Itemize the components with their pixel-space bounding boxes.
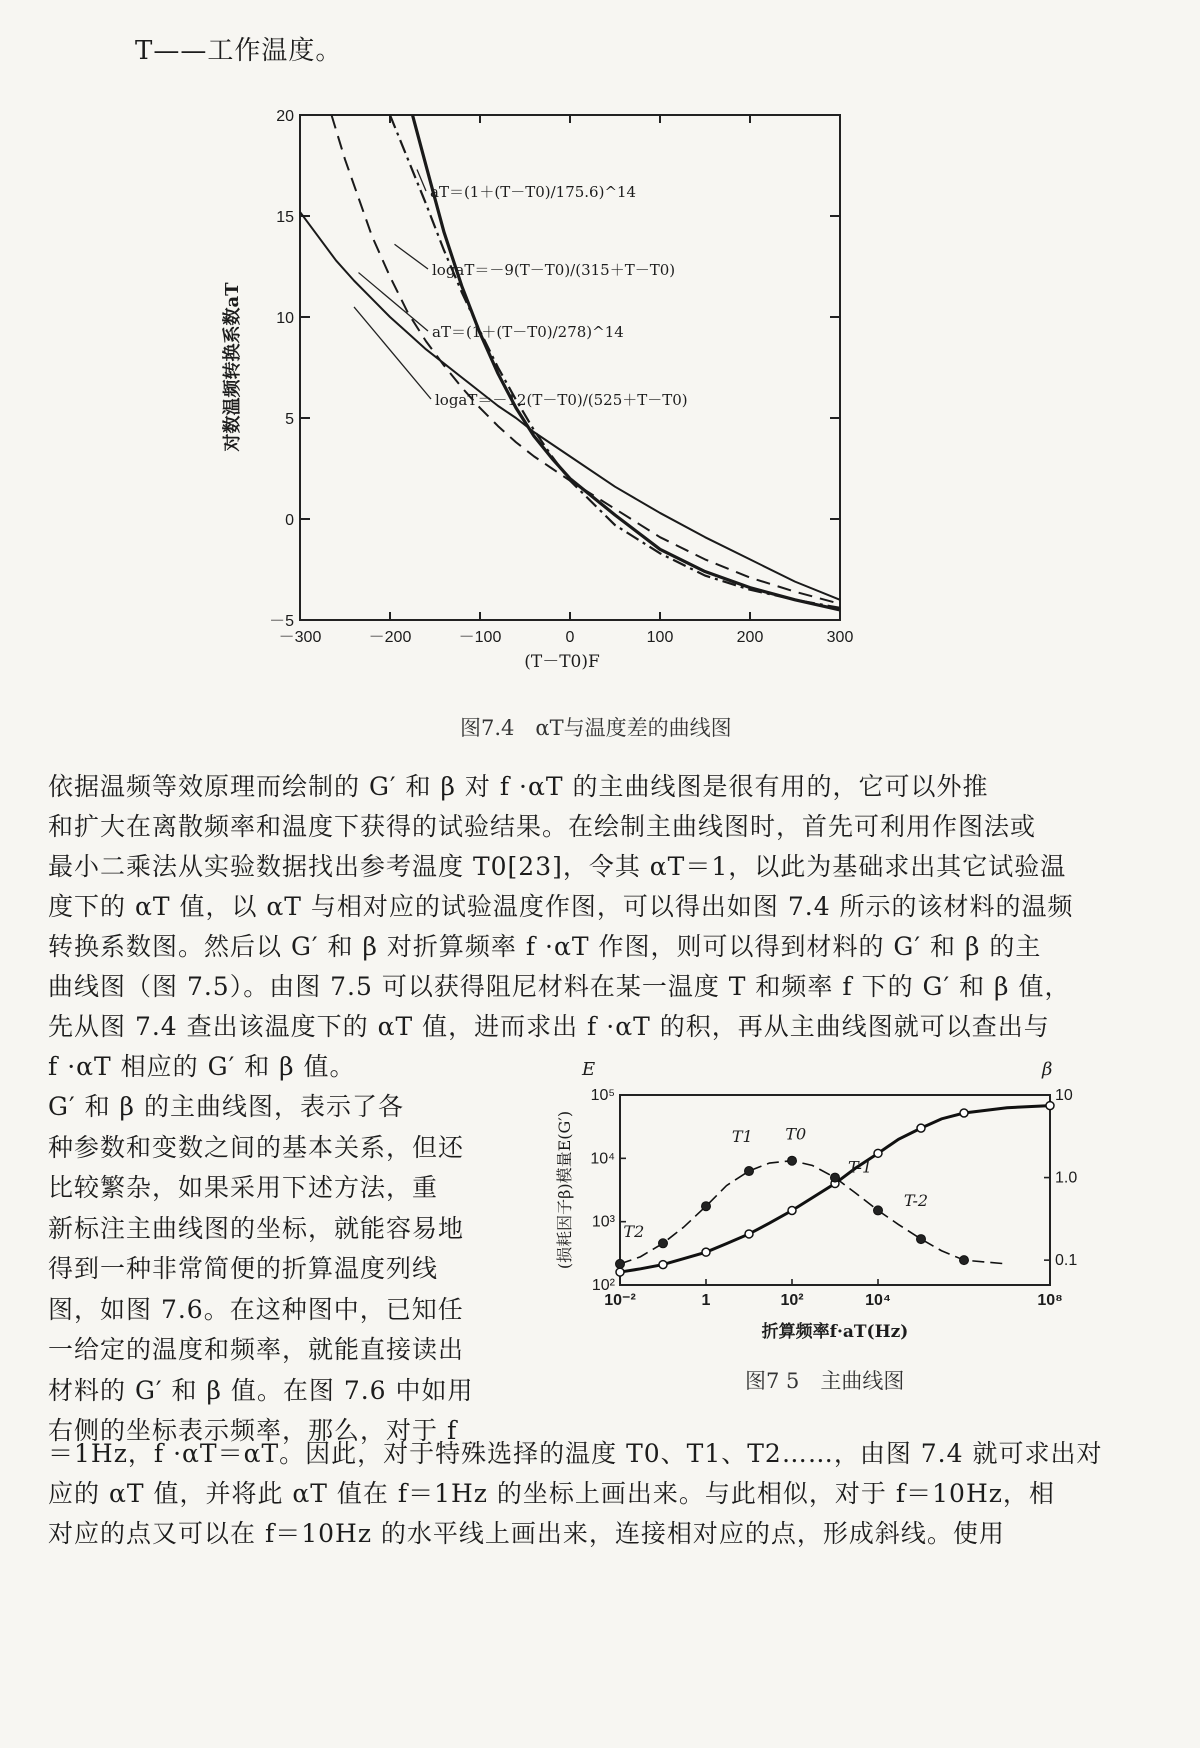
point-label: T-2 xyxy=(903,1191,929,1211)
x-tick-label: 200 xyxy=(736,629,764,646)
data-point-E xyxy=(659,1261,667,1269)
data-point-E xyxy=(917,1124,925,1132)
text-line: 先从图 7.4 查出该温度下的 αT 值，进而求出 f ·αT 的积，再从主曲线图就可以查出与 xyxy=(48,1012,1050,1041)
y2-tick-label: 10 xyxy=(1055,1087,1073,1104)
data-point-E xyxy=(1046,1102,1054,1110)
text-line: 度下的 αT 值，以 αT 与相对应的试验温度作图，可以得出如图 7.4 所示的该材料的温频 xyxy=(48,892,1074,921)
point-label: T2 xyxy=(623,1222,645,1242)
text-line: 右侧的坐标表示频率，那么，对于 f xyxy=(48,1416,458,1445)
y-axis-label: 对数温频转换系数aT xyxy=(222,282,243,452)
y-tick-label: 10³ xyxy=(591,1213,615,1231)
text-line: 一给定的温度和频率，就能直接读出 xyxy=(48,1335,465,1364)
figure-7-4-caption: 图7.4 αT与温度差的曲线图 xyxy=(460,716,732,740)
y-tick-label: 0 xyxy=(285,512,294,529)
text-line: 新标注主曲线图的坐标，就能容易地 xyxy=(48,1213,465,1243)
x-tick-label: 10⁴ xyxy=(865,1292,891,1309)
point-label: T-1 xyxy=(847,1157,873,1177)
text-line: f ·αT 相应的 G′ 和 β 值。 xyxy=(48,1052,356,1081)
text-line: 应的 αT 值，并将此 αT 值在 f＝1Hz 的坐标上画出来。与此相似，对于 f＝10Hz，相 xyxy=(48,1479,1055,1508)
formula-annotation: logaT＝－9(T－T0)/(315＋T－T0) xyxy=(432,261,676,279)
x-tick-label: 1 xyxy=(701,1292,711,1309)
left-axis-top-label: E xyxy=(582,1059,596,1080)
y-tick-label: 10⁴ xyxy=(590,1150,615,1168)
text-line: 图，如图 7.6。在这种图中，已知任 xyxy=(48,1294,464,1324)
x-tick-label: －300 xyxy=(278,629,322,646)
text-line: 比较繁杂，如果采用下述方法，重 xyxy=(48,1173,439,1202)
y-axis-label: (损耗因子β)模量E(G′) xyxy=(555,1110,574,1270)
data-point-E xyxy=(702,1248,710,1256)
text-line: 和扩大在离散频率和温度下获得的试验结果。在绘制主曲线图时，首先可利用作图法或 xyxy=(48,812,1037,841)
figure-7-4-chart xyxy=(210,105,910,695)
x-tick-label: 10⁸ xyxy=(1037,1292,1063,1309)
figure-7-5-caption: 图7 5 主曲线图 xyxy=(745,1369,905,1393)
y2-tick-label: 0.1 xyxy=(1055,1252,1078,1270)
y-tick-label: 10⁵ xyxy=(590,1087,615,1104)
text-line: ＝1Hz，f ·αT＝αT。因此，对于特殊选择的温度 T0、T1、T2……，由图 7.4 就可求出对 xyxy=(48,1439,1103,1468)
text-line: 种参数和变数之间的基本关系，但还 xyxy=(48,1132,465,1162)
y-tick-label: 10 xyxy=(276,310,294,327)
top-text-line: T——工作温度。 xyxy=(135,36,343,66)
x-tick-label: 300 xyxy=(826,629,854,646)
data-point-beta xyxy=(874,1206,883,1215)
x-tick-label: 0 xyxy=(565,629,575,646)
data-point-beta xyxy=(831,1173,840,1182)
data-point-beta xyxy=(917,1235,926,1244)
figure-7-5-chart xyxy=(550,1055,1170,1415)
formula-annotation: aT＝(1＋(T－T0)/278)^14 xyxy=(432,323,624,341)
text-line: 曲线图（图 7.5）。由图 7.5 可以获得阻尼材料在某一温度 T 和频率 f 下的 G′ 和 β 值， xyxy=(48,972,1071,1001)
y-tick-label: 15 xyxy=(276,209,294,226)
point-label: T1 xyxy=(731,1126,753,1146)
formula-annotation: aT＝(1＋(T－T0)/175.6)^14 xyxy=(430,183,637,201)
x-tick-label: 100 xyxy=(646,629,674,646)
data-point-E xyxy=(874,1149,882,1157)
x-axis-label: (T－T0)F xyxy=(524,652,600,672)
series-line-E xyxy=(620,1106,1050,1272)
data-point-beta xyxy=(788,1156,797,1165)
point-label: T0 xyxy=(785,1124,807,1144)
x-tick-label: 10⁻² xyxy=(604,1292,636,1309)
text-line: 依据温频等效原理而绘制的 G′ 和 β 对 f ·αT 的主曲线图是很有用的，它可以外推 xyxy=(48,772,989,801)
text-line: 对应的点又可以在 f＝10Hz 的水平线上画出来，连接相对应的点，形成斜线。使用 xyxy=(48,1519,1005,1548)
x-tick-label: －100 xyxy=(458,629,502,646)
y-tick-label: －5 xyxy=(269,613,294,630)
data-point-E xyxy=(960,1109,968,1117)
series-line-beta xyxy=(620,1161,1007,1264)
data-point-beta xyxy=(616,1259,625,1268)
data-point-beta xyxy=(659,1239,668,1248)
x-axis-label: 折算频率f·aT(Hz) xyxy=(761,1322,909,1342)
annotation-leader xyxy=(417,170,426,191)
y-tick-label: 10² xyxy=(591,1277,615,1294)
annotation-leader xyxy=(395,244,429,269)
y2-tick-label: 1.0 xyxy=(1055,1169,1078,1187)
data-point-beta xyxy=(745,1167,754,1176)
data-point-beta xyxy=(702,1202,711,1211)
data-point-E xyxy=(788,1207,796,1215)
formula-annotation: logaT＝－12(T－T0)/(525＋T－T0) xyxy=(435,391,688,409)
data-point-E xyxy=(745,1230,753,1238)
text-line: 得到一种非常简便的折算温度列线 xyxy=(48,1254,439,1283)
data-point-beta xyxy=(960,1256,969,1265)
y-tick-label: 5 xyxy=(285,411,294,428)
text-line: 转换系数图。然后以 G′ 和 β 对折算频率 f ·αT 作图，则可以得到材料的 G′ 和 β 的主 xyxy=(48,932,1042,961)
x-tick-label: －200 xyxy=(368,629,412,646)
right-axis-top-label: β xyxy=(1042,1059,1053,1080)
plot-frame xyxy=(620,1095,1050,1285)
annotation-leader xyxy=(354,307,431,399)
text-line: G′ 和 β 的主曲线图，表示了各 xyxy=(48,1092,404,1121)
text-line: 最小二乘法从实验数据找出参考温度 T0[23]，令其 αT＝1，以此为基础求出其它试验温 xyxy=(48,852,1067,881)
text-line: 材料的 G′ 和 β 值。在图 7.6 中如用 xyxy=(48,1375,474,1405)
data-point-E xyxy=(616,1268,624,1276)
y-tick-label: 20 xyxy=(276,108,294,125)
x-tick-label: 10² xyxy=(780,1292,804,1309)
